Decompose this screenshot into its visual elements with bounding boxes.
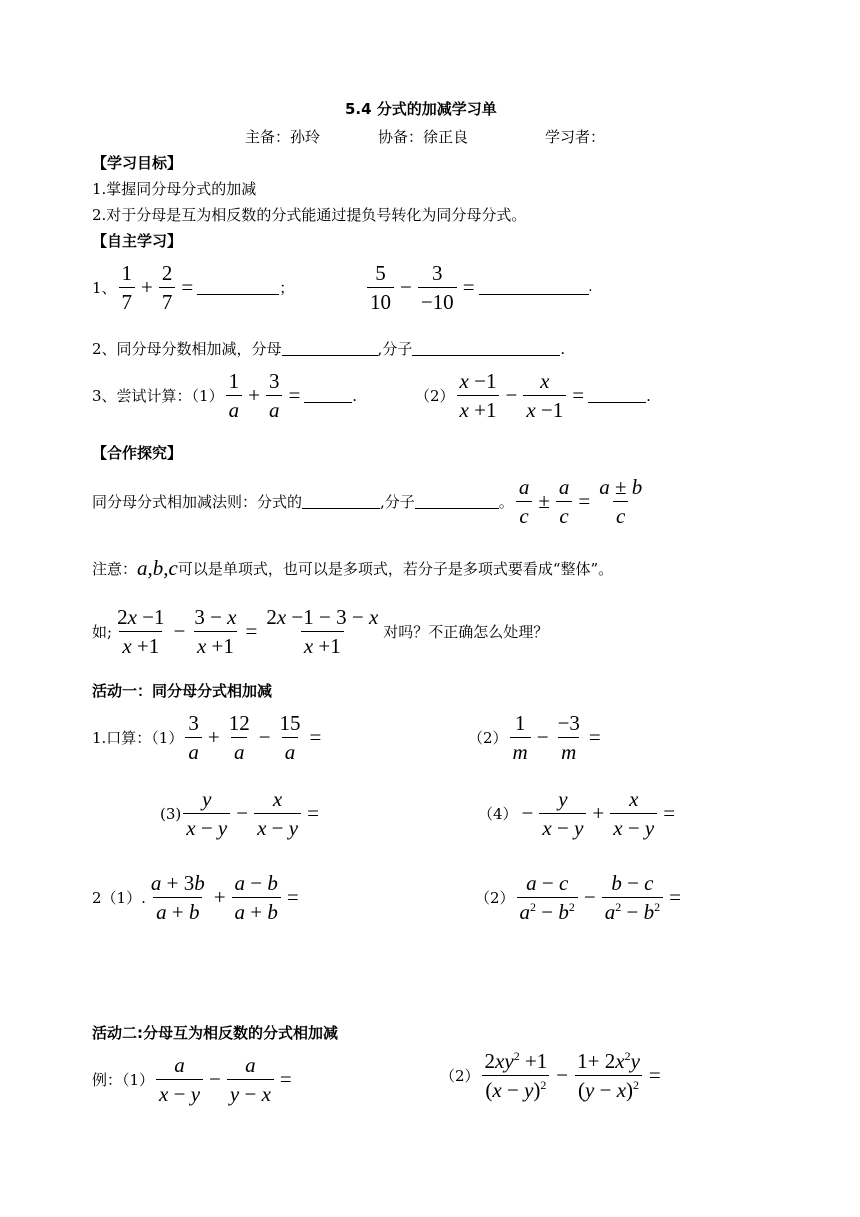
act1-q1-4-label: （4） <box>478 805 518 824</box>
answer-blank[interactable] <box>479 294 589 295</box>
example-suffix: 对吗？不正确怎么处理？ <box>383 623 549 642</box>
self-q3-sub2-label: （2） <box>415 387 455 406</box>
answer-blank[interactable] <box>302 494 380 509</box>
self-q1-expr-b: $\frac{5}{10}$ − $\frac{3}{-10}$ = . <box>365 262 592 313</box>
self-q3-label: 3、尝试计算：（1） <box>92 387 224 406</box>
answer-blank[interactable] <box>197 294 279 295</box>
author-main: 主备：孙玲 <box>245 128 321 146</box>
page-title: 5.4 分式的加减学习单 <box>345 100 497 118</box>
learner-label: 学习者： <box>545 128 606 146</box>
self-q3: 3、尝试计算：（1） $\frac{1}{a}$ + $\frac{3}{a}$ = . <box>92 369 358 423</box>
section-goals: 【学习目标】 <box>92 154 183 172</box>
rule-text-a: 同分母分式相加减法则：分式的 <box>92 493 303 512</box>
section-cooperate: 【合作探究】 <box>92 444 183 462</box>
act1-q2-label: 2（1）. <box>92 889 146 908</box>
self-q1-label: 1、 <box>92 279 117 298</box>
note-vars: a,b,c <box>137 556 178 580</box>
answer-blank[interactable] <box>304 402 352 403</box>
rule-line: 同分母分式相加减法则：分式的 ,分子 。 $\frac{a}{c}$ ± $\frac{a}{c}$ = $\frac{a \pm b}{c}$ <box>92 475 643 529</box>
act2-ex-2: （2） $\frac{2xy^2 +1}{(x - y)^2}$ − $\frac{1+ 2x^2y}{(y - x)^2}$ = <box>440 1049 661 1103</box>
act1-q2-2-label: （2） <box>475 889 515 908</box>
act1-q2-2: （2） $\frac{a - c}{a^2 - b^2}$ − $\frac{b - c}{a^2 - b^2}$ = <box>475 871 681 925</box>
act1-q1-2: （2） $\frac{1}{m}$ − $\frac{-3}{m}$ = <box>468 711 601 765</box>
note-prefix: 注意： <box>92 560 138 578</box>
example-line: 如; $\frac{2x -1}{x +1}$ − $\frac{3 - x}{x +1}$ = $\frac{2x -1 - 3 - x}{x +1}$ 对吗？不正确怎么处理？ <box>92 605 549 659</box>
rule-text-b: ,分子 <box>380 493 415 512</box>
act1-q2-1: 2（1）. $\frac{a + 3b}{a + b}$ + $\frac{a - b}{a + b}$ = <box>92 871 299 925</box>
section-activity2: 活动二:分母互为相反数的分式相加减 <box>92 1024 339 1042</box>
answer-blank[interactable] <box>415 494 499 509</box>
answer-blank[interactable] <box>282 341 378 356</box>
goal-2: 2.对于分母是互为相反数的分式能通过提负号转化为同分母分式。 <box>92 206 527 224</box>
answer-blank[interactable] <box>412 341 560 356</box>
act1-q1-3: (3) $\frac{y}{x - y}$ − $\frac{x}{x - y}$ = <box>160 787 319 841</box>
note-suffix: 可以是单项式，也可以是多项式，若分子是多项式要看成“整体”。 <box>177 560 614 578</box>
example-prefix: 如; <box>92 623 113 642</box>
section-self-study: 【自主学习】 <box>92 232 183 250</box>
self-q3-2: （2） $\frac{x -1}{x +1}$ − $\frac{x}{x -1}$ = . <box>415 369 651 423</box>
self-q2-text-b: ,分子 <box>377 340 413 358</box>
act2-ex-2-label: （2） <box>440 1067 480 1086</box>
self-q2-text-a: 2、同分母分数相加减，分母 <box>92 340 282 358</box>
section-activity1: 活动一：同分母分式相加减 <box>92 682 273 700</box>
rule-text-c: 。 <box>498 493 514 512</box>
answer-blank[interactable] <box>588 402 646 403</box>
act1-q1-4: （4） − $\frac{y}{x - y}$ + $\frac{x}{x - y}$ = <box>478 787 676 841</box>
self-q1-expr-a: $\frac{1}{7}$ + $\frac{2}{7}$ = <box>117 262 198 313</box>
note-line <box>92 556 613 581</box>
author-assist: 协备：徐正良 <box>378 128 469 146</box>
act2-ex-1: 例：（1） $\frac{a}{x - y}$ − $\frac{a}{y - x}$ = <box>92 1053 292 1107</box>
act2-ex-label: 例：（1） <box>92 1071 155 1090</box>
self-q1: 1、 $\frac{1}{7}$ + $\frac{2}{7}$ = ； <box>92 261 295 315</box>
goal-1: 1.掌握同分母分式的加减 <box>92 180 257 198</box>
self-q2: 2、同分母分数相加减，分母 ,分子 . <box>92 339 566 358</box>
act1-q1-label: 1.口算：（1） <box>92 729 184 748</box>
act1-q1-3-label: (3) <box>160 804 182 823</box>
act1-q1-2-label: （2） <box>468 729 508 748</box>
act1-q1-1: 1.口算：（1） $\frac{3}{a}$ + $\frac{12}{a}$ − $\frac{15}{a}$ = <box>92 711 322 765</box>
